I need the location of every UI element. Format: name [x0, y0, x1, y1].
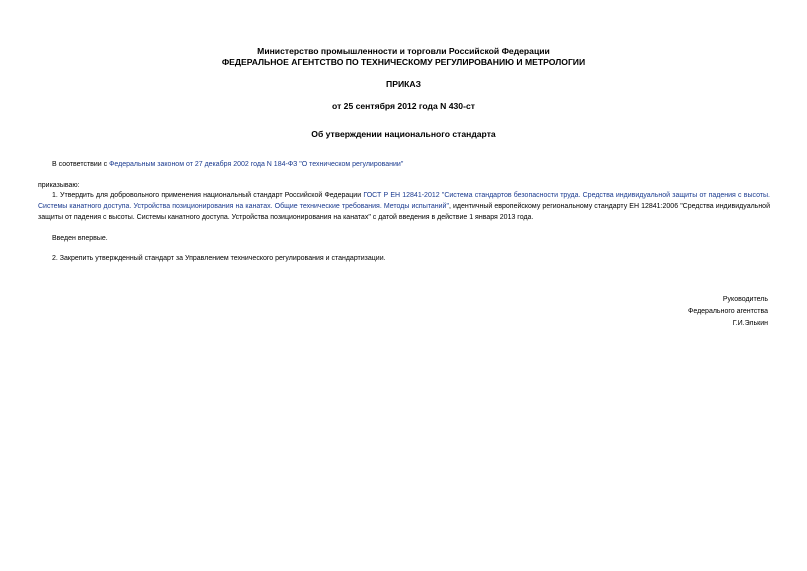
- item-1-prefix: 1. Утвердить для добровольного применения национальный стандарт Российской Федерации: [52, 192, 364, 199]
- standard-link[interactable]: ГОСТ Р ЕН 12841-2012 "Система стандартов безопасности труда. Средства индивидуальной защиты от падения с высоты. Системы канатного доступа. Устройства позиционирования на канатах. Общие технические требования. Методы испытаний": [38, 192, 770, 210]
- item-1-suffix: , идентичный европейскому региональному стандарту ЕН 12841:2006 "Средства индивидуальной защиты от падения с высоты. Системы канатного доступа. Устройства позиционирования на канатах" с датой введения в действие 1 января 2013 года.: [38, 203, 770, 221]
- signature-block: [688, 294, 768, 330]
- preamble: [52, 159, 403, 170]
- agency-title: ФЕДЕРАЛЬНОЕ АГЕНТСТВО ПО ТЕХНИЧЕСКОМУ РЕГУЛИРОВАНИЮ И МЕТРОЛОГИИ: [221, 57, 586, 67]
- item-2-paragraph: 2. Закрепить утвержденный стандарт за Управлением технического регулирования и стандартизации.: [52, 255, 386, 262]
- preamble-prefix: В соответствии с: [52, 161, 110, 168]
- order-word: приказываю:: [38, 182, 80, 189]
- doc-type-title: ПРИКАЗ: [386, 79, 421, 89]
- introduced-note: Введен впервые.: [52, 235, 108, 242]
- doc-subject: Об утверждении национального стандарта: [311, 129, 496, 139]
- federal-law-link[interactable]: Федеральным законом от 27 декабря 2002 года N 184-ФЗ "О техническом регулировании": [109, 161, 404, 168]
- ministry-title: Министерство промышленности и торговли Российской Федерации: [257, 46, 550, 56]
- doc-date-number: от 25 сентября 2012 года N 430-ст: [332, 101, 475, 111]
- item-1-paragraph: [38, 190, 770, 223]
- signature-name: Г.И.Элькин: [732, 320, 768, 327]
- signature-agency: Федерального агентства: [688, 308, 768, 315]
- signature-position: Руководитель: [722, 296, 768, 303]
